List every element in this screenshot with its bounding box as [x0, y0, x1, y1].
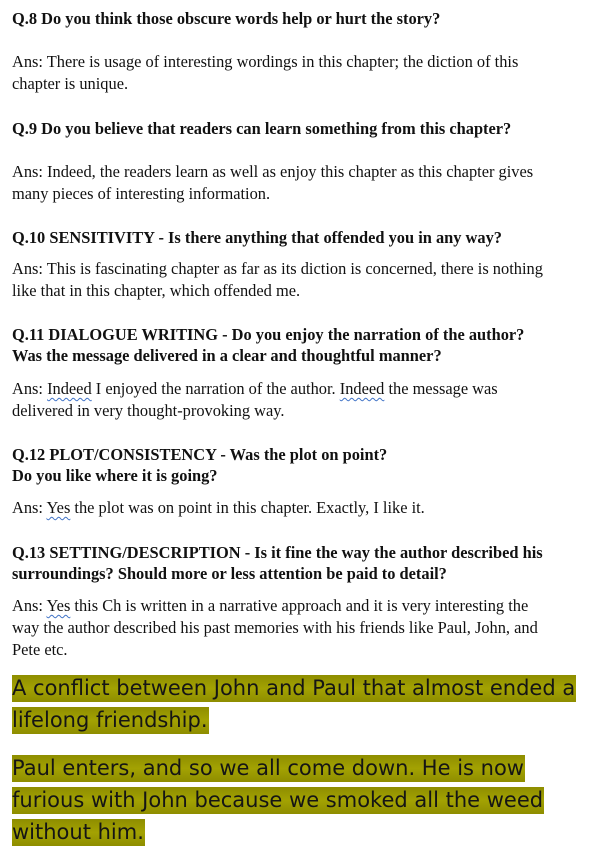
spellcheck-word[interactable]: Indeed	[47, 379, 92, 398]
answer-13-prefix: Ans:	[12, 596, 47, 615]
question-12-line-1: Q.12 PLOT/CONSISTENCY - Was the plot on point?	[12, 445, 388, 464]
highlight-1-line-1: A conflict between John and Paul that almost ended a	[12, 676, 576, 700]
question-10	[12, 227, 502, 248]
answer-13-line-2: way the author described his past memories with his friends like Paul, John, and	[12, 618, 538, 637]
highlight-block-2	[12, 752, 544, 848]
question-9	[12, 118, 511, 139]
answer-11-end: the message was	[384, 379, 498, 398]
answer-12-rest: the plot was on point in this chapter. Exactly, I like it.	[70, 498, 425, 517]
answer-12	[12, 497, 425, 519]
answer-11-prefix: Ans:	[12, 379, 48, 398]
highlight-2-line-3: without him.	[12, 820, 144, 844]
highlight-2-line-2: furious with John because we smoked all the weed	[12, 788, 544, 812]
answer-8	[12, 51, 518, 95]
answer-10-line-2: like that in this chapter, which offended me.	[12, 281, 301, 300]
highlight-2-line-1: Paul enters, and so we all come down. He is now	[12, 756, 524, 780]
question-12	[12, 444, 387, 486]
spellcheck-word[interactable]: Yes	[46, 498, 71, 517]
question-13-line-2: surroundings? Should more or less attention be paid to detail?	[12, 564, 447, 583]
answer-13-line-3: Pete etc.	[12, 640, 68, 659]
question-10-text: Q.10 SENSITIVITY - Is there anything that offended you in any way?	[12, 228, 502, 247]
answer-11-line-2: delivered in very thought-provoking way.	[12, 401, 285, 420]
spellcheck-word[interactable]: Yes	[46, 596, 71, 615]
answer-11-line-1	[12, 378, 498, 400]
answer-11	[12, 378, 498, 422]
answer-13	[12, 595, 538, 661]
answer-9	[12, 161, 533, 205]
answer-8-line-2: chapter is unique.	[12, 74, 129, 93]
question-11	[12, 324, 524, 366]
answer-9-line-1: Ans: Indeed, the readers learn as well as enjoy this chapter as this chapter gives	[12, 162, 534, 181]
question-13	[12, 542, 543, 584]
question-11-line-1: Q.11 DIALOGUE WRITING - Do you enjoy the narration of the author?	[12, 325, 525, 344]
answer-12-prefix: Ans:	[12, 498, 47, 517]
highlight-1-line-2: lifelong friendship.	[12, 708, 208, 732]
question-9-text: Q.9 Do you believe that readers can learn something from this chapter?	[12, 119, 512, 138]
answer-12-line-1	[12, 497, 425, 519]
answer-10-line-1: Ans: This is fascinating chapter as far as its diction is concerned, there is nothing	[12, 259, 543, 278]
spellcheck-word[interactable]: Indeed	[339, 379, 385, 398]
answer-8-line-1: Ans: There is usage of interesting wordings in this chapter; the diction of this	[12, 52, 519, 71]
question-8	[12, 8, 440, 29]
answer-9-line-2: many pieces of interesting information.	[12, 184, 271, 203]
question-12-line-2: Do you like where it is going?	[12, 466, 218, 485]
question-11-line-2: Was the message delivered in a clear and thoughtful manner?	[12, 346, 442, 365]
answer-10	[12, 258, 543, 302]
highlight-block-1	[12, 672, 576, 736]
question-13-line-1: Q.13 SETTING/DESCRIPTION - Is it fine the way the author described his	[12, 543, 543, 562]
answer-13-rest: this Ch is written in a narrative approach and it is very interesting the	[70, 596, 529, 615]
answer-11-mid: I enjoyed the narration of the author.	[91, 379, 340, 398]
question-8-text: Q.8 Do you think those obscure words help or hurt the story?	[12, 9, 441, 28]
answer-13-line-1	[12, 595, 538, 617]
